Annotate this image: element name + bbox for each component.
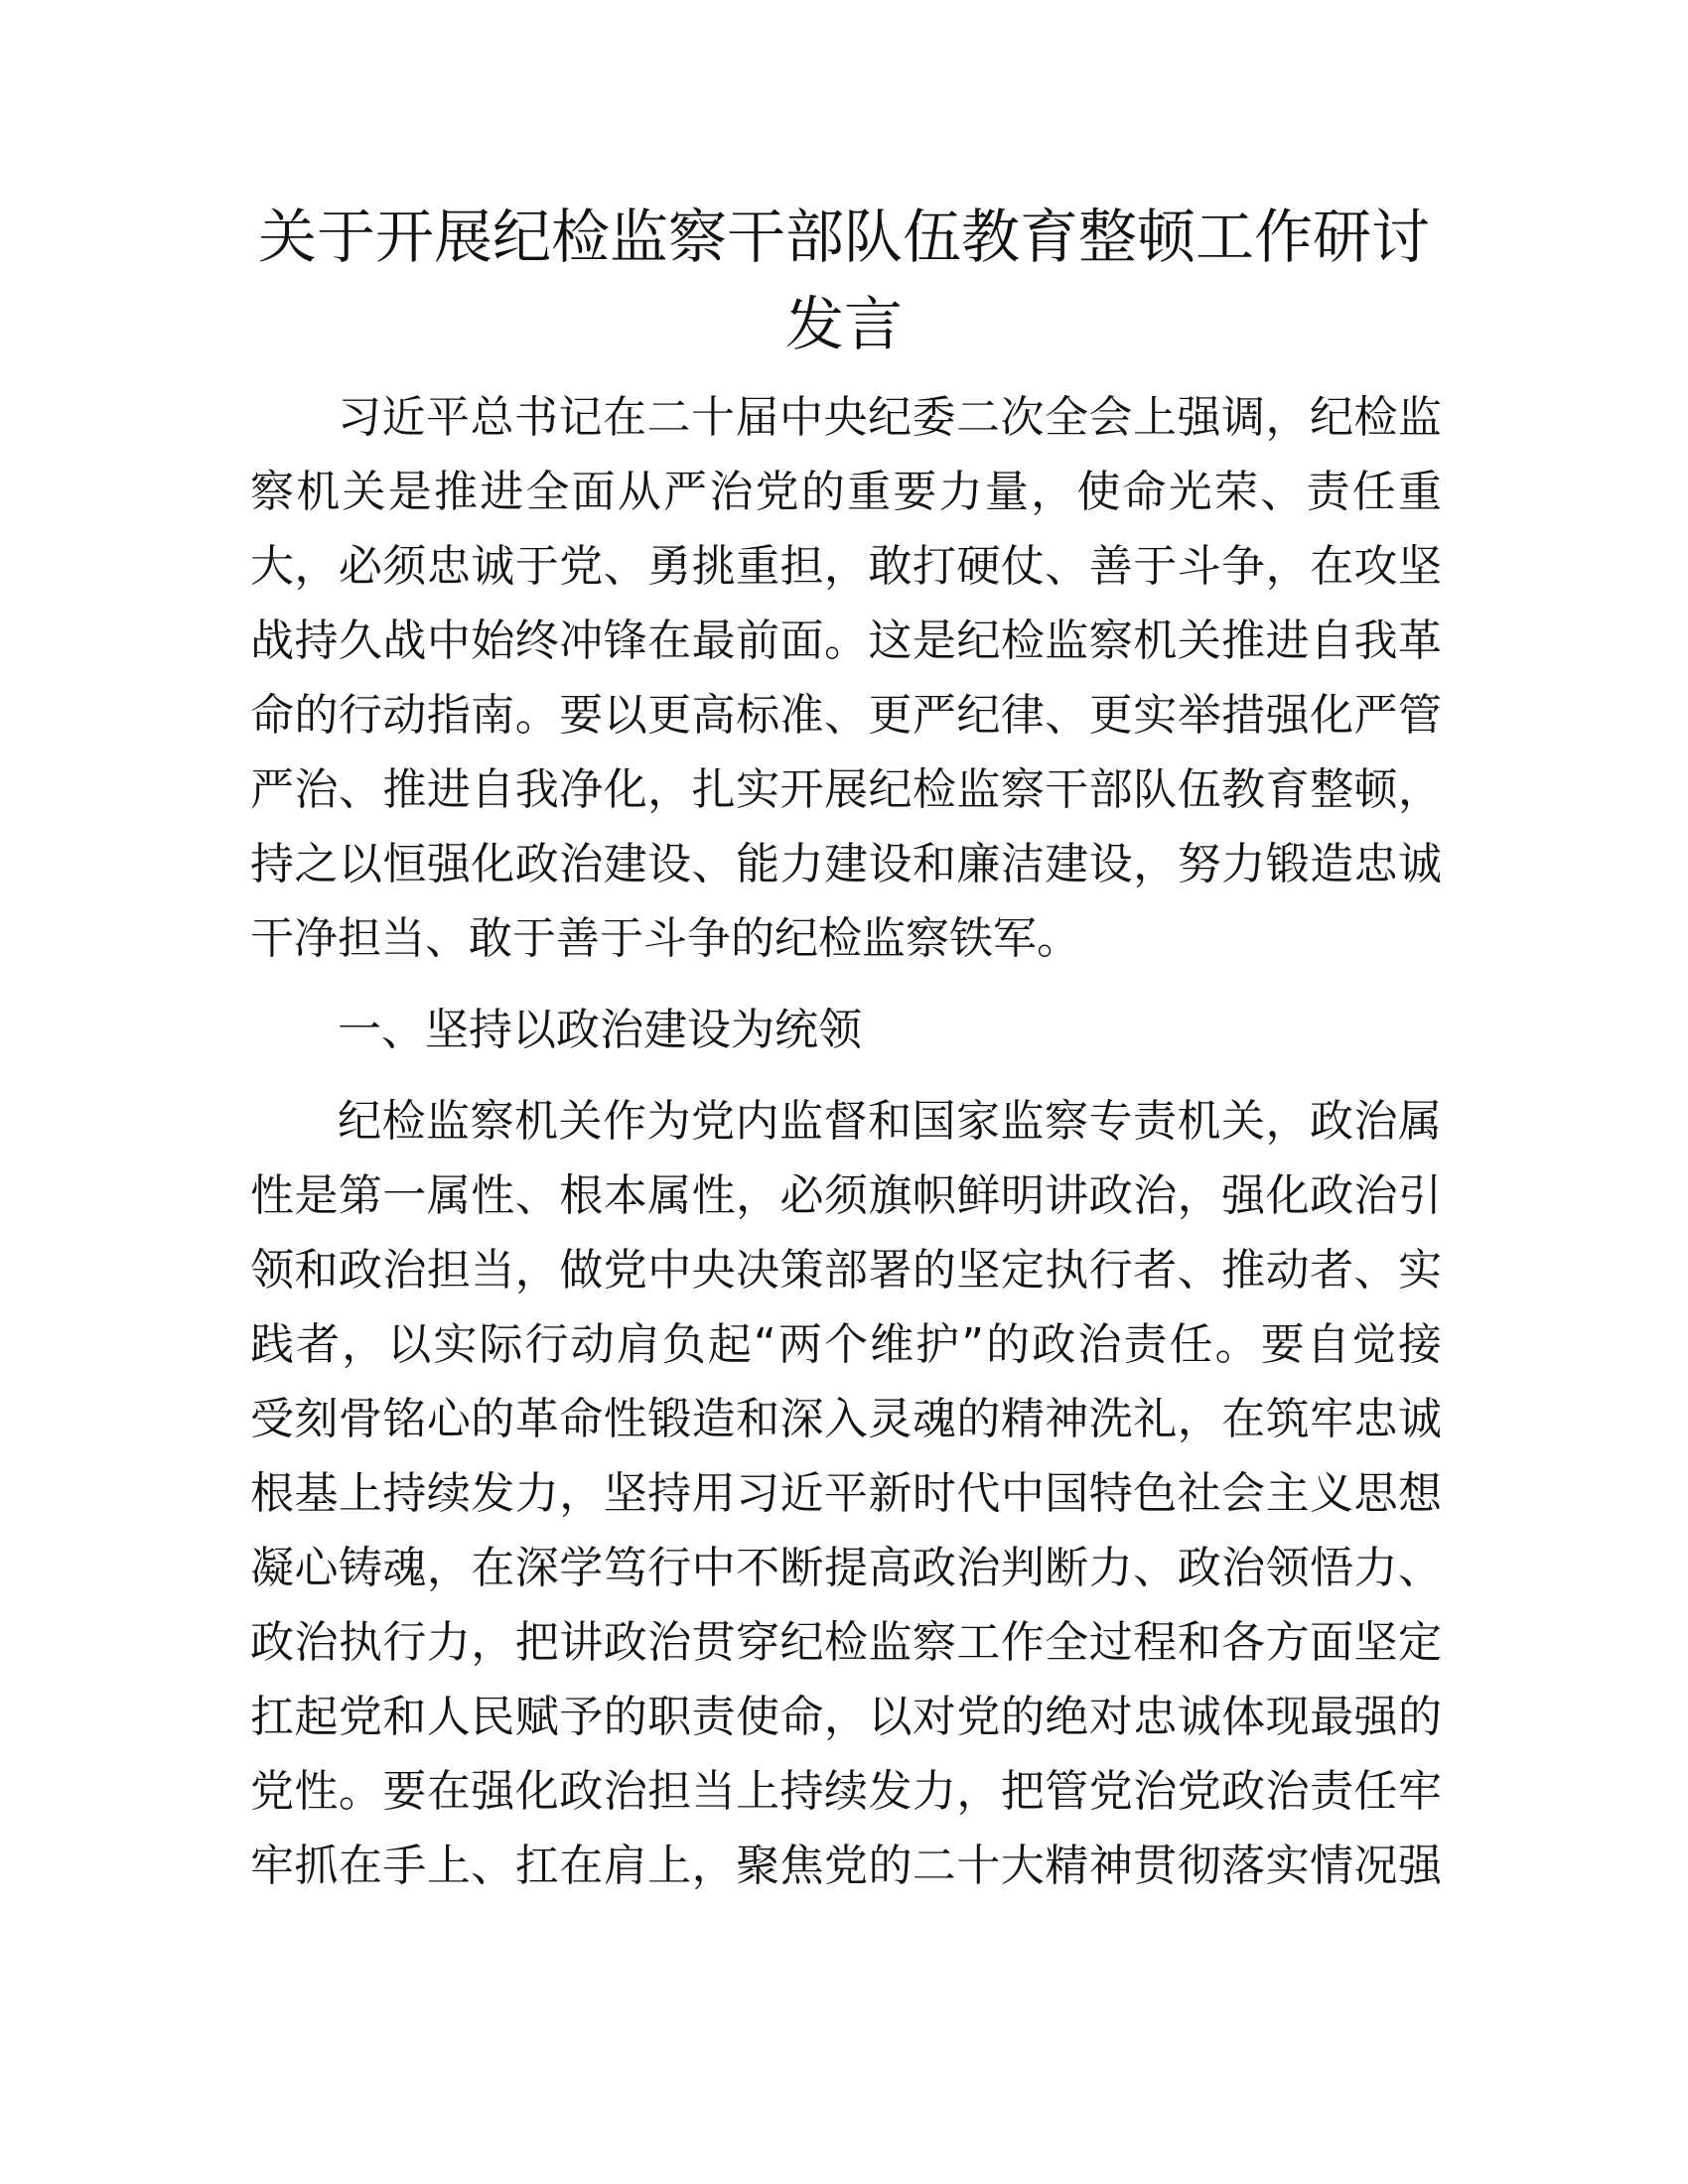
paragraph-line: 干净担当、敢于善于斗争的纪检监察铁军。 <box>250 913 1080 964</box>
document-body <box>250 380 1442 1903</box>
paragraph-line: 严治、推进自我净化，扎实开展纪检监察干部队伍教育整顿， <box>250 764 1442 815</box>
paragraph-line: 战持久战中始终冲锋在最前面。这是纪检监察机关推进自我革 <box>250 615 1442 666</box>
paragraph-line: 持之以恒强化政治建设、能力建设和廉洁建设，努力锻造忠诚 <box>250 839 1442 889</box>
section-heading: 一、坚持以政治建设为统领 <box>338 1005 862 1055</box>
title-line-2: 发言 <box>784 290 903 358</box>
paragraph-line: 察机关是推进全面从严治党的重要力量，使命光荣、责任重 <box>250 467 1442 517</box>
paragraph-line: 党性。要在强化政治担当上持续发力，把管党治党政治责任牢 <box>250 1766 1442 1817</box>
title-line-1: 关于开展纪检监察干部队伍教育整顿工作研讨 <box>257 203 1430 271</box>
paragraph-line: 领和政治担当，做党中央决策部署的坚定执行者、推动者、实 <box>250 1245 1442 1296</box>
paragraph-line: 纪检监察机关作为党内监督和国家监察专责机关，政治属 <box>338 1096 1442 1147</box>
paragraph-line: 受刻骨铭心的革命性锻造和深入灵魂的精神洗礼，在筑牢忠诚 <box>250 1394 1442 1444</box>
paragraph-line: 命的行动指南。要以更高标准、更严纪律、更实举措强化严管 <box>250 690 1442 741</box>
paragraph-line: 牢抓在手上、扛在肩上，聚焦党的二十大精神贯彻落实情况强 <box>250 1841 1442 1891</box>
document-title <box>228 194 1460 368</box>
paragraph-line: 习近平总书记在二十届中央纪委二次全会上强调，纪检监 <box>338 392 1442 443</box>
paragraph-line: 大，必须忠诚于党、勇挑重担，敢打硬仗、善于斗争，在攻坚 <box>250 541 1442 592</box>
paragraph-line: 践者，以实际行动肩负起“两个维护”的政治责任。要自觉接 <box>250 1319 1442 1370</box>
paragraph-2 <box>250 1084 1442 1903</box>
paragraph-line: 扛起党和人民赋予的职责使命，以对党的绝对忠诚体现最强的 <box>250 1692 1442 1742</box>
paragraph-line: 政治执行力，把讲政治贯穿纪检监察工作全过程和各方面坚定 <box>250 1617 1442 1668</box>
paragraph-line: 凝心铸魂，在深学笃行中不断提高政治判断力、政治领悟力、 <box>250 1543 1442 1593</box>
paragraph-line: 根基上持续发力，坚持用习近平新时代中国特色社会主义思想 <box>250 1468 1442 1519</box>
paragraph-line: 性是第一属性、根本属性，必须旗帜鲜明讲政治，强化政治引 <box>250 1170 1442 1221</box>
paragraph-1 <box>250 380 1442 976</box>
